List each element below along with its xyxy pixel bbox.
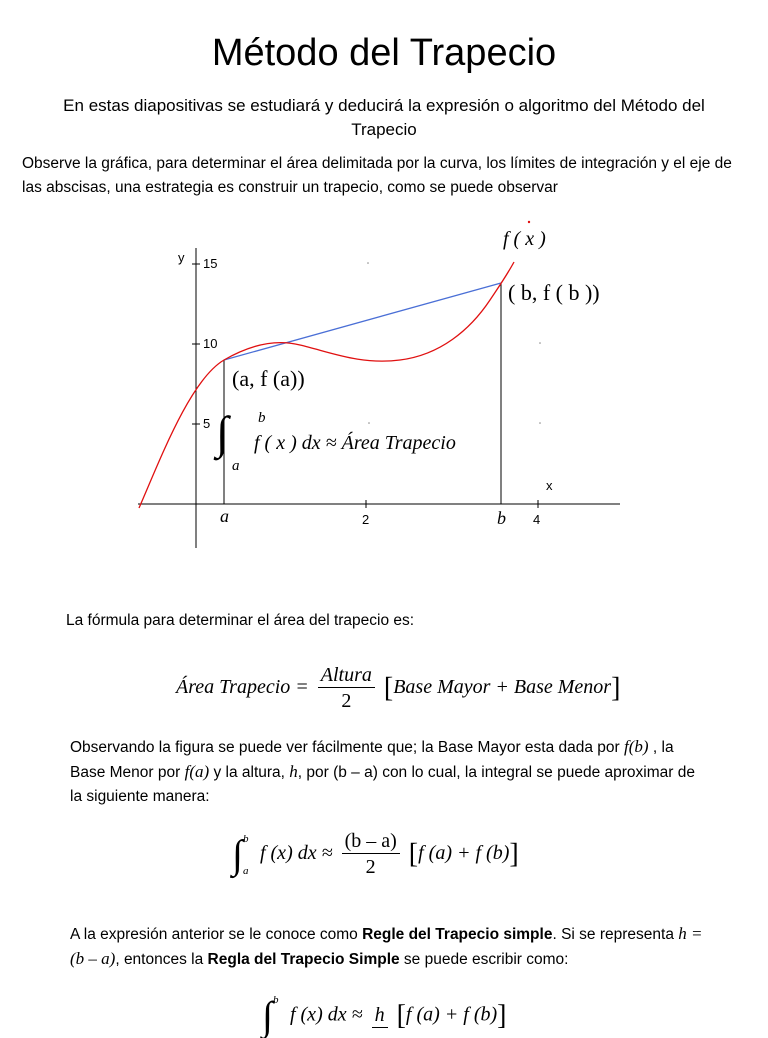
obs-text-1: Observando la figura se puede ver fácilmente que; la Base Mayor esta dada por: [70, 739, 620, 756]
page-subtitle: En estas diapositivas se estudiará y deducirá la expresión o algoritmo del Método del Trapecio: [63, 96, 705, 139]
formula2-num: (b – a): [342, 830, 400, 854]
formula1-rhs: Base Mayor + Base Menor: [393, 676, 612, 699]
formula3-upper: b: [272, 994, 279, 1006]
trapezoid-area-formula: Área Trapecio = $\frac{\text{Altura}}{2}$ [Base Mayor + Base Menor]: [176, 664, 621, 712]
y-tick-5: 5: [203, 416, 211, 431]
formula3-num: h: [372, 1004, 388, 1028]
rule-paragraph: [70, 922, 710, 972]
point-b-label: ( b, f ( b )): [508, 280, 600, 305]
rule-text-4: se puede escribir como:: [399, 951, 569, 968]
formula2-den: 2: [365, 856, 376, 878]
formula2-rhs: f (a) + f (b): [418, 842, 510, 865]
label-a: a: [220, 506, 229, 526]
graph-integral-upper: b: [258, 410, 266, 426]
y-axis-label: y: [178, 250, 185, 265]
x-tick-2: 2: [362, 512, 370, 527]
integral-sign-icon: ∫: [262, 993, 273, 1038]
obs-text-2: , la Base Menor por: [70, 739, 674, 781]
formula2-lower: a: [242, 864, 249, 877]
formula3-rhs: f (a) + f (b): [405, 1003, 498, 1026]
integral-sign-icon: ∫: [216, 407, 229, 458]
x-tick-4: 4: [533, 512, 541, 527]
x-axis-label: x: [546, 478, 553, 493]
graph-integral-lower: a: [232, 458, 240, 474]
formula2-fraction: [342, 830, 400, 879]
formula3-fraction: [372, 1004, 388, 1028]
obs-text-3: y la altura,: [209, 764, 290, 781]
obs-text-4: , por (b – a) con lo cual, la integral se puede aproximar de la siguiente manera:: [70, 764, 695, 805]
simple-rule-formula: ∫ b f (x) dx ≈ h [f (a) + f (b)]: [262, 993, 507, 1038]
formula1-lhs: Área Trapecio =: [176, 676, 309, 699]
formula1-den: 2: [341, 690, 352, 712]
point-a-label: (a, f (a)): [232, 366, 305, 391]
page-title: Método del Trapecio: [211, 32, 557, 74]
rule-text-3: , entonces la: [115, 951, 208, 968]
formula1-fraction: [318, 664, 375, 713]
function-curve: [139, 262, 514, 508]
trapezoid-top-line: [224, 283, 501, 360]
y-tick-10: 10: [203, 336, 218, 351]
rule-h-expr: h = (b – a): [70, 924, 703, 968]
obs-fb: f(b): [624, 737, 649, 756]
formula2-integrand: f (x) dx ≈: [259, 842, 333, 865]
formula1-num: Altura: [318, 664, 375, 688]
integral-sign-icon: ∫: [232, 831, 243, 877]
formula-intro: La fórmula para determinar el área del trapecio es:: [66, 612, 415, 629]
rule-text-2: . Si se representa: [552, 926, 679, 943]
fx-label: f ( x ): [503, 228, 546, 250]
rule-text-1: A la expresión anterior se le conoce como: [70, 926, 363, 943]
formula3-integrand: f (x) dx ≈: [289, 1003, 363, 1026]
label-b: b: [497, 508, 506, 528]
integral-approx-formula: ∫ b a f (x) dx ≈ $\frac{(b - a)}{2}$ [f (a) + f (b)]: [232, 830, 519, 878]
intro-paragraph: Observe la gráfica, para determinar el área delimitada por la curva, los límites de integración y el eje de las abscisas, una estrategia es construir un trapecio, como se puede observar: [22, 155, 732, 196]
rule-bold-1: Regle del Trapecio simple: [362, 926, 553, 943]
graph-integral-expression: f ( x ) dx ≈ Área Trapecio: [254, 432, 456, 454]
rule-bold-2: Regla del Trapecio Simple: [207, 951, 400, 968]
formula2-upper: b: [242, 832, 249, 845]
observation-paragraph: [70, 735, 710, 809]
obs-fa: f(a): [184, 762, 210, 781]
obs-h: h: [289, 762, 298, 781]
y-tick-15: 15: [203, 256, 218, 271]
